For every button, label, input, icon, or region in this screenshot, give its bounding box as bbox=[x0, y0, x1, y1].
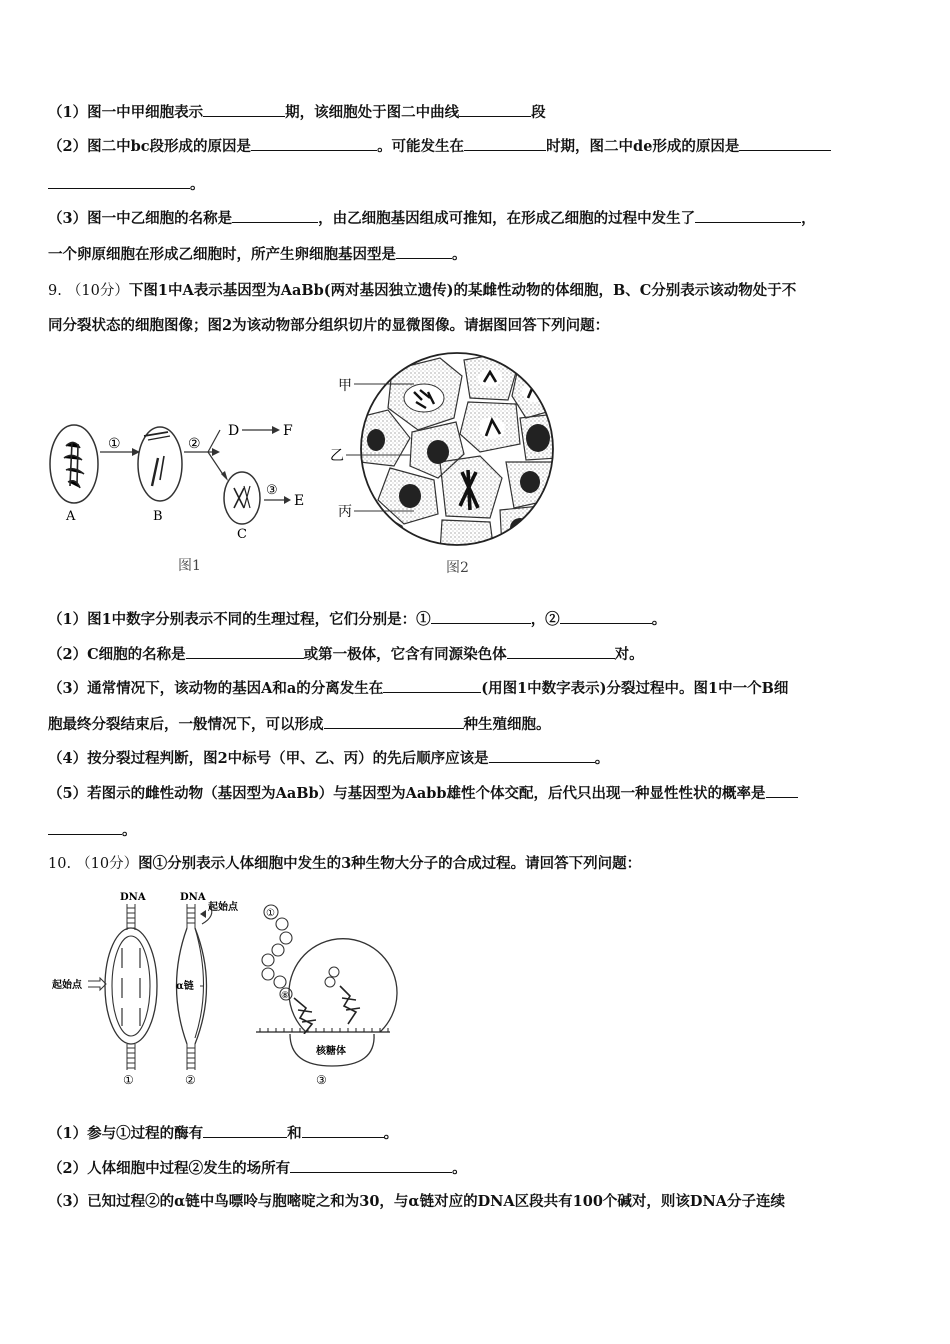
figure-2-tissue-section bbox=[330, 348, 560, 580]
label-step-1: ① bbox=[108, 436, 121, 452]
q10-part2 bbox=[48, 1158, 467, 1179]
answer-blank[interactable] bbox=[324, 714, 464, 729]
text: （5）若图示的雌性动物（基因型为AaBb）与基因型为Aabb雄性个体交配，后代只出现一种显性性状的概率是 bbox=[48, 785, 766, 802]
figure-2-caption: 图2 bbox=[446, 560, 469, 576]
text: 胞最终分裂结束后，一般情况下，可以形成 bbox=[48, 716, 324, 733]
answer-blank[interactable] bbox=[232, 208, 318, 223]
label-A: A bbox=[66, 509, 76, 524]
text: 段 bbox=[531, 104, 546, 121]
label-alpha-chain: α链 bbox=[176, 981, 194, 992]
text: 。 bbox=[122, 822, 137, 839]
label-diagram-3: ③ bbox=[316, 1073, 327, 1087]
text: ， bbox=[801, 210, 816, 227]
cell-A bbox=[50, 425, 98, 503]
q9-part1 bbox=[48, 609, 666, 630]
answer-blank[interactable] bbox=[695, 208, 801, 223]
text: （1）图一中甲细胞表示 bbox=[48, 104, 204, 121]
question-stem: 同分裂状态的细胞图像；图2为该动物部分组织切片的显微图像。请据图回答下列问题： bbox=[48, 317, 610, 334]
question-score: （10分） bbox=[66, 283, 129, 299]
figure-1-cell-division-diagram bbox=[44, 408, 314, 583]
answer-blank[interactable] bbox=[186, 644, 304, 659]
answer-blank[interactable] bbox=[302, 1123, 384, 1138]
answer-blank[interactable] bbox=[396, 244, 452, 259]
text: （1）参与①过程的酶有 bbox=[48, 1125, 204, 1142]
answer-blank[interactable] bbox=[739, 136, 831, 151]
text: 种生殖细胞。 bbox=[463, 716, 551, 733]
q10-part3 bbox=[48, 1192, 785, 1212]
q9-stem bbox=[48, 281, 796, 301]
answer-blank[interactable] bbox=[459, 102, 531, 117]
answer-blank[interactable] bbox=[48, 820, 122, 835]
text: 。可能发生在 bbox=[377, 138, 465, 155]
text: 时期，图二中de形成的原因是 bbox=[546, 138, 740, 155]
chromosomes-A bbox=[64, 442, 84, 488]
text: 对。 bbox=[614, 646, 644, 663]
text: 。 bbox=[452, 246, 467, 263]
answer-blank[interactable] bbox=[464, 136, 546, 151]
text: 。 bbox=[594, 750, 610, 767]
label-diagram-2: ② bbox=[185, 1073, 196, 1087]
label-ribosome: 核糖体 bbox=[316, 1046, 346, 1057]
answer-blank[interactable] bbox=[290, 1158, 452, 1173]
label-dna-1: DNA bbox=[120, 892, 146, 903]
q10-stem bbox=[48, 854, 641, 874]
answer-blank[interactable] bbox=[383, 678, 481, 693]
q9-part4 bbox=[48, 748, 609, 769]
question-stem: 下图1中A表示基因型为AaBb(两对基因独立遗传)的某雌性动物的体细胞，B、C分别表示该动物处于不 bbox=[128, 282, 797, 299]
q9-stem-cont bbox=[48, 316, 609, 336]
text: 期，该细胞处于图二中曲线 bbox=[285, 104, 460, 121]
answer-blank[interactable] bbox=[203, 102, 285, 117]
text: ，由乙细胞基因组成可推知，在形成乙细胞的过程中发生了 bbox=[318, 210, 696, 227]
q9-part5-cont bbox=[48, 820, 137, 841]
text: （2）人体细胞中过程②发生的场所有 bbox=[48, 1160, 291, 1177]
answer-blank[interactable] bbox=[203, 1123, 287, 1138]
q9-part2 bbox=[48, 644, 644, 665]
label-bing: 丙 bbox=[338, 504, 352, 520]
question-score: （10分） bbox=[76, 856, 139, 872]
text: 。 bbox=[190, 176, 205, 193]
text: 或第一极体，它含有同源染色体 bbox=[303, 646, 507, 663]
cell-C bbox=[224, 472, 260, 524]
figure-1-caption: 图1 bbox=[178, 558, 201, 574]
label-B: B bbox=[153, 509, 163, 524]
text: （1）图1中数字分别表示不同的生理过程，它们分别是：① bbox=[48, 611, 431, 628]
q8-part1 bbox=[48, 102, 546, 123]
text: （3）通常情况下，该动物的基因A和a的分离发生在 bbox=[48, 680, 384, 697]
text: ，② bbox=[530, 611, 560, 628]
text: (用图1中数字表示)分裂过程中。图1中一个B细 bbox=[481, 680, 789, 697]
q9-part3-cont bbox=[48, 714, 551, 735]
q8-part3-cont bbox=[48, 244, 467, 265]
text: （3）图一中乙细胞的名称是 bbox=[48, 210, 233, 227]
question-stem: 图①分别表示人体细胞中发生的3种生物大分子的合成过程。请回答下列问题： bbox=[138, 855, 642, 872]
answer-blank[interactable] bbox=[251, 136, 377, 151]
label-bead-1: ① bbox=[266, 908, 275, 919]
question-number: 10. bbox=[48, 856, 72, 872]
label-D: D bbox=[228, 423, 240, 439]
answer-blank[interactable] bbox=[431, 609, 531, 624]
q8-part2 bbox=[48, 136, 831, 157]
text: （2）图二中bc段形成的原因是 bbox=[48, 138, 252, 155]
text: （4）按分裂过程判断，图2中标号（甲、乙、丙）的先后顺序应该是 bbox=[48, 750, 489, 767]
q10-part1 bbox=[48, 1123, 398, 1144]
label-F: F bbox=[283, 423, 293, 439]
q9-part3 bbox=[48, 678, 788, 699]
text: （2）C细胞的名称是 bbox=[48, 646, 186, 663]
label-bead-8: ⑧ bbox=[281, 991, 290, 1001]
q9-part5 bbox=[48, 783, 798, 804]
answer-blank[interactable] bbox=[489, 748, 595, 763]
label-step-2: ② bbox=[188, 436, 201, 452]
label-dna-2: DNA bbox=[180, 892, 206, 903]
label-step-3: ③ bbox=[266, 483, 278, 498]
text: 。 bbox=[651, 611, 667, 628]
q8-part2-cont bbox=[48, 174, 205, 195]
label-yi: 乙 bbox=[330, 448, 344, 464]
answer-blank[interactable] bbox=[48, 174, 190, 189]
label-diagram-1: ① bbox=[123, 1073, 134, 1087]
text: 。 bbox=[452, 1160, 467, 1177]
label-E: E bbox=[294, 493, 305, 509]
answer-blank[interactable] bbox=[560, 609, 652, 624]
figure-macromolecule-synthesis bbox=[50, 888, 400, 1088]
question-number: 9. bbox=[48, 283, 62, 299]
text: 。 bbox=[383, 1125, 399, 1142]
label-origin-top: 起始点 bbox=[208, 902, 238, 913]
answer-blank[interactable] bbox=[507, 644, 615, 659]
text: 一个卵原细胞在形成乙细胞时，所产生卵细胞基因型是 bbox=[48, 246, 396, 263]
text: （3）已知过程②的α链中鸟嘌呤与胞嘧啶之和为30，与α链对应的DNA区段共有100个碱对，则该DNA分子连续 bbox=[48, 1193, 786, 1210]
label-origin-left: 起始点 bbox=[52, 980, 82, 991]
q8-part3 bbox=[48, 208, 816, 229]
text: 和 bbox=[287, 1125, 302, 1142]
label-jia: 甲 bbox=[338, 378, 352, 394]
answer-blank[interactable] bbox=[766, 783, 798, 798]
label-C: C bbox=[237, 527, 247, 542]
